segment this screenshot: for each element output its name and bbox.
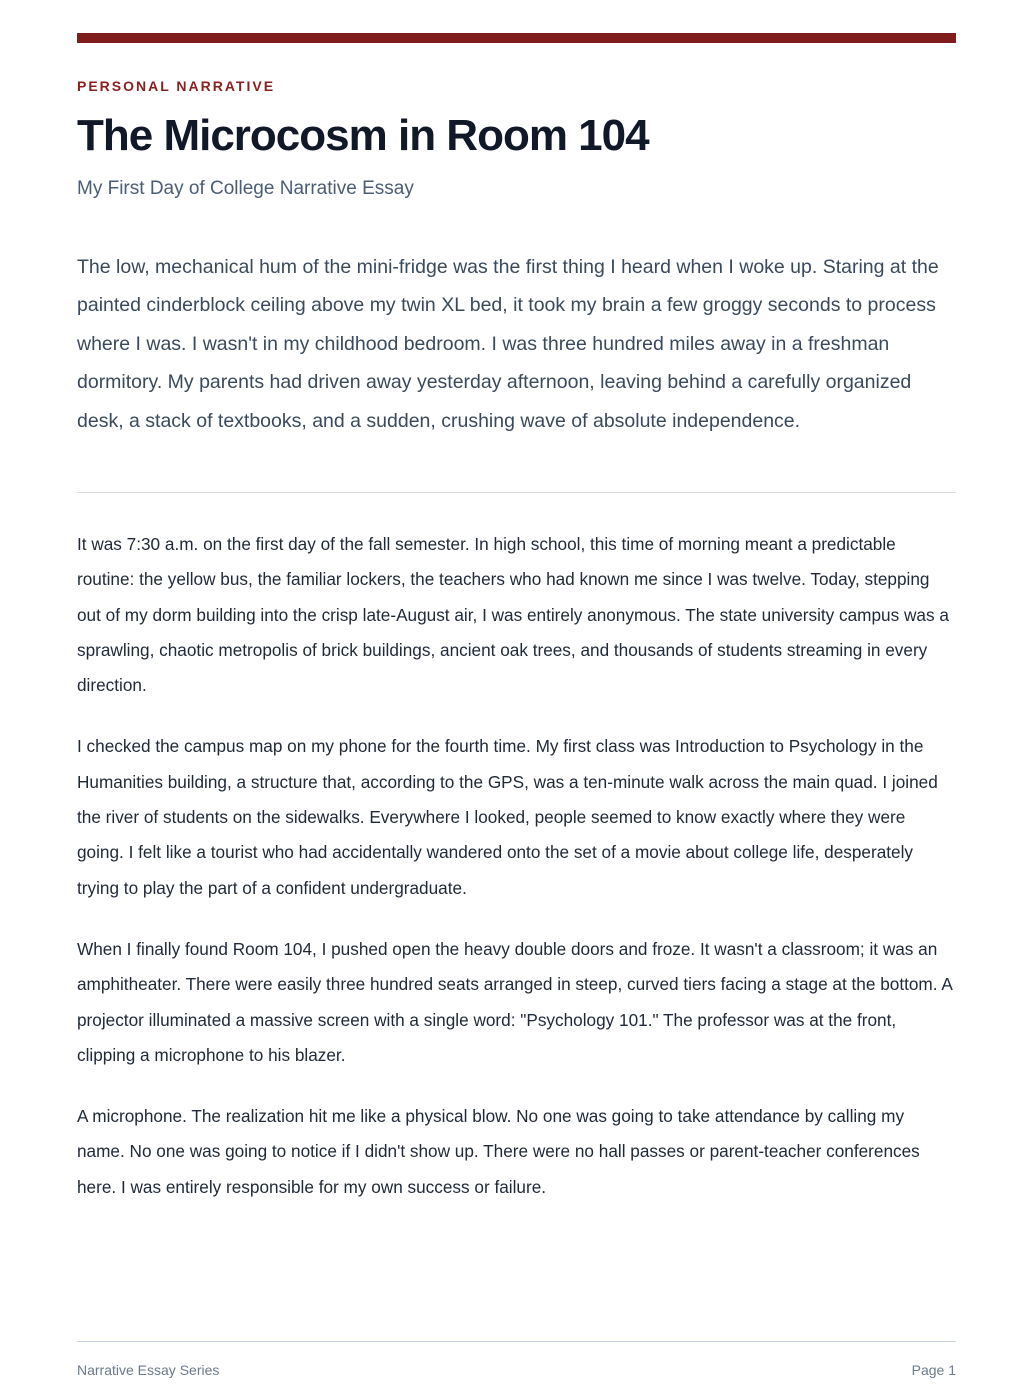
essay-body	[77, 527, 952, 1231]
body-paragraph-3: When I finally found Room 104, I pushed open the heavy double doors and froze. It wasn't a classroom; it was an amphitheater. There were easily three hundred seats arranged in steep, curved tiers facing a stage at the bottom. A projector illuminated a massive screen with a single word: "Psychology 101." The professor was at the front, clipping a microphone to his blazer.	[77, 938, 952, 1065]
body-paragraph-2: I checked the campus map on my phone for the fourth time. My first class was Introduction to Psychology in the Humanities building, a structure that, according to the GPS, was a ten-minute walk across the main quad. I joined the river of students on the sidewalks. Everywhere I looked, people seemed to know exactly where they were going. I felt like a tourist who had accidentally wandered onto the set of a movie about college life, desperately trying to play the part of a confident undergraduate.	[77, 736, 938, 898]
footer-series-label: Narrative Essay Series	[77, 1362, 220, 1378]
header-accent-rule	[77, 33, 956, 43]
footer-divider	[77, 1341, 956, 1342]
section-kicker: PERSONAL NARRATIVE	[77, 78, 276, 94]
lead-paragraph: The low, mechanical hum of the mini-fridge was the first thing I heard when I woke up. Staring at the painted cinderblock ceiling above my twin XL bed, it took my brain a few groggy seconds to process where I was. I wasn't in my childhood bedroom. I was three hundred miles away in a freshman dormitory. My parents had driven away yesterday afternoon, leaving behind a carefully organized desk, a stack of textbooks, and a sudden, crushing wave of absolute independence.	[77, 256, 939, 432]
body-paragraph-4: A microphone. The realization hit me like a physical blow. No one was going to take attendance by calling my name. No one was going to notice if I didn't show up. There were no hall passes or parent-teacher conferences here. I was entirely responsible for my own success or failure.	[77, 1106, 920, 1197]
lead-divider	[77, 492, 956, 493]
page-title: The Microcosm in Room 104	[77, 111, 649, 160]
body-paragraph-1: It was 7:30 a.m. on the first day of the fall semester. In high school, this time of morning meant a predictable routine: the yellow bus, the familiar lockers, the teachers who had known me since I was twelve. Today, stepping out of my dorm building into the crisp late-August air, I was entirely anonymous. The state university campus was a sprawling, chaotic metropolis of brick buildings, ancient oak trees, and thousands of students streaming in every direction.	[77, 534, 949, 696]
footer-page-number: Page 1	[911, 1362, 956, 1378]
page-subtitle: My First Day of College Narrative Essay	[77, 178, 414, 199]
